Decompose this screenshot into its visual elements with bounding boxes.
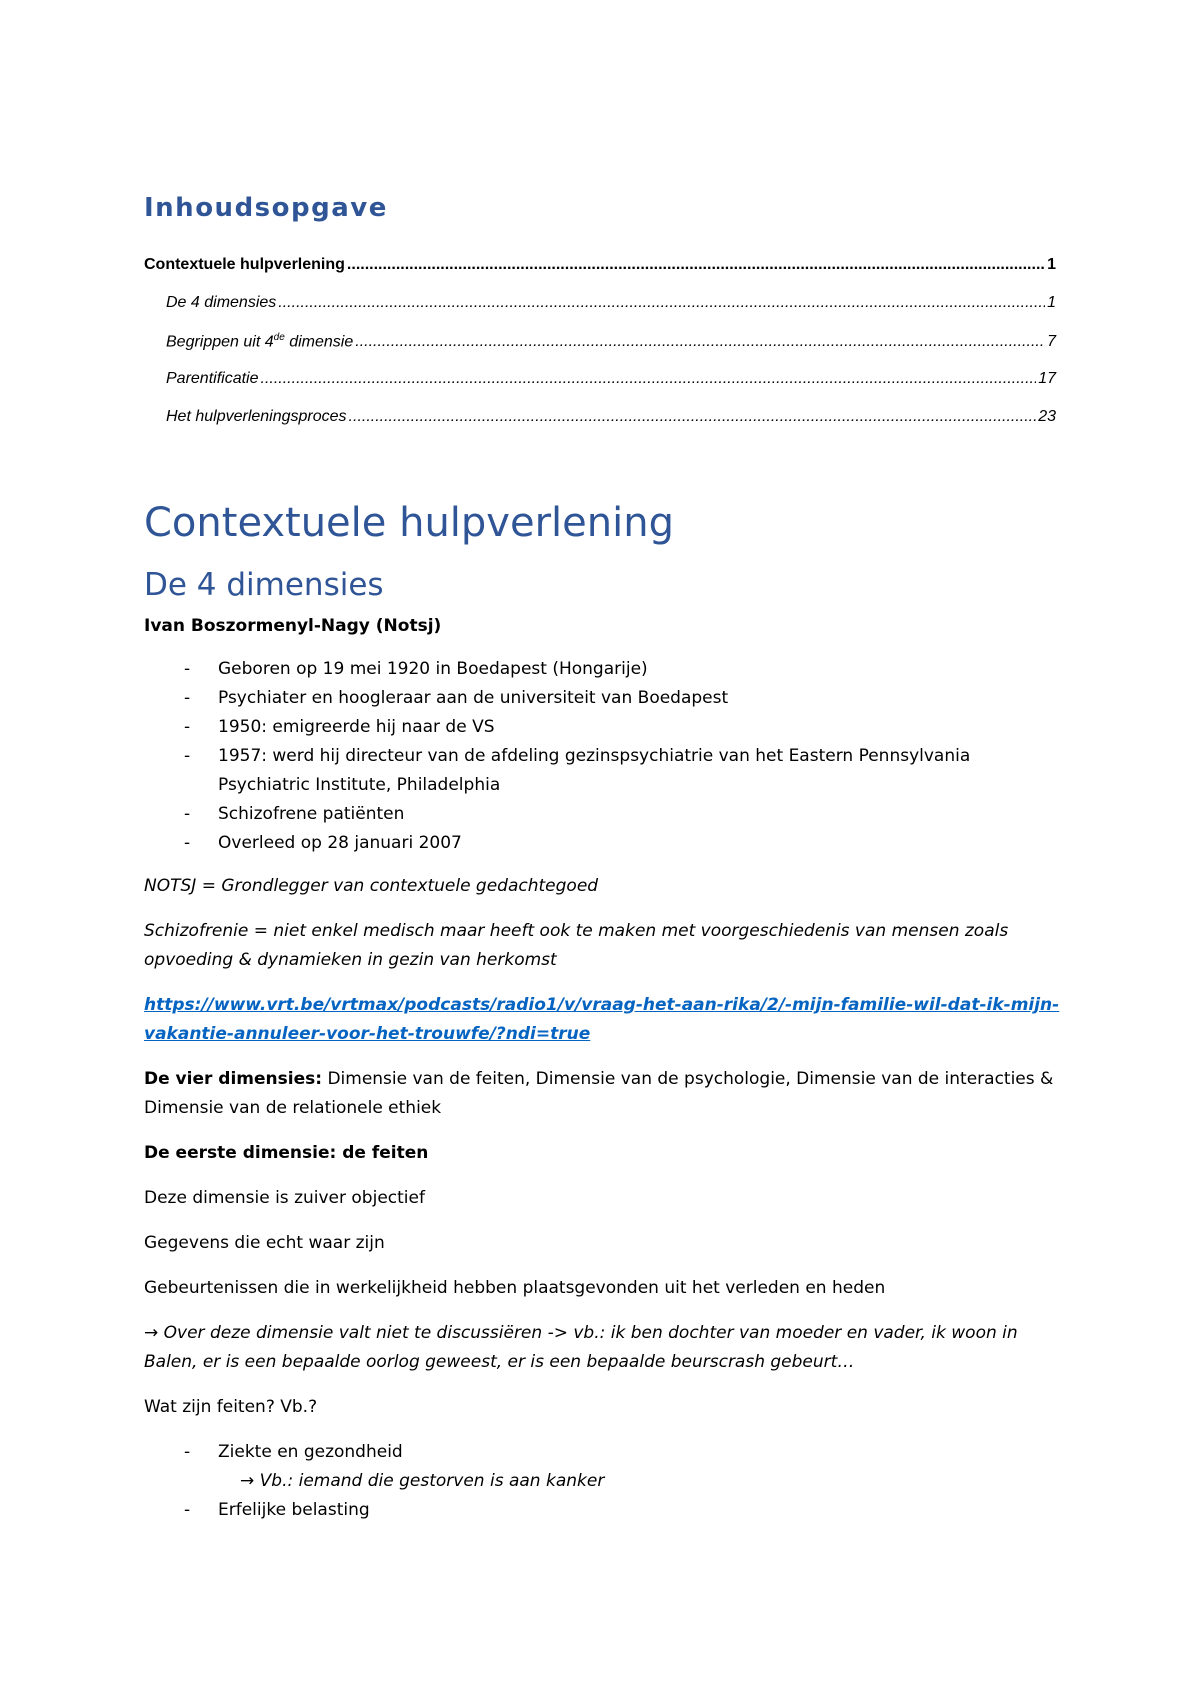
list-item-label: Ziekte en gezondheid <box>218 1442 403 1462</box>
question-paragraph: Wat zijn feiten? Vb.? <box>144 1397 318 1417</box>
toc-title: Inhoudsopgave <box>144 193 388 223</box>
list-item: - Erfelijke belasting <box>144 1496 1064 1525</box>
toc-leader <box>349 408 1037 426</box>
toc-label-sup: de <box>273 332 285 343</box>
podcast-link-paragraph <box>144 991 1064 1049</box>
toc-entry-label <box>166 332 353 351</box>
author-heading: Ivan Boszormenyl-Nagy (Notsj) <box>144 616 442 636</box>
paragraph: Gebeurtenissen die in werkelijkheid hebben plaatsgevonden uit het verleden en heden <box>144 1278 886 1298</box>
toc-entry-label: Het hulpverleningsproces <box>166 408 347 425</box>
document-body <box>144 612 1064 1539</box>
arrow-right-icon: → <box>240 1471 255 1491</box>
toc-entry-label: Parentificatie <box>166 370 259 387</box>
toc-entry[interactable] <box>144 408 1056 446</box>
bio-list <box>144 655 1064 858</box>
toc-entry-page: 1 <box>1047 256 1056 273</box>
first-dimension-heading: De eerste dimensie: de feiten <box>144 1143 429 1163</box>
list-item: - Overleed op 28 januari 2007 <box>144 829 1064 858</box>
toc-entry-page: 23 <box>1038 408 1056 425</box>
notsj-note: NOTSJ = Grondlegger van contextuele gedachtegoed <box>144 876 599 896</box>
list-item: - Geboren op 19 mei 1920 in Boedapest (Hongarije) <box>144 655 1064 684</box>
list-item: - Schizofrene patiënten <box>144 800 1064 829</box>
toc-leader <box>278 294 1045 312</box>
list-item <box>144 1438 1064 1496</box>
toc-entry[interactable] <box>144 370 1056 408</box>
toc-leader <box>355 333 1045 351</box>
list-item: - 1957: werd hij directeur van de afdeling gezinspsychiatrie van het Eastern Pennsylvania Psychiatric Institute, Philadelphia <box>144 742 1064 800</box>
list-item: - 1950: emigreerde hij naar de VS <box>144 713 1064 742</box>
facts-list <box>144 1438 1064 1525</box>
toc-label-part: dimensie <box>284 333 354 351</box>
toc-entry-page: 1 <box>1047 294 1056 311</box>
toc-entry-page: 17 <box>1038 370 1056 387</box>
toc-entry[interactable] <box>144 332 1056 370</box>
toc-leader <box>261 370 1037 388</box>
list-item: - Psychiater en hoogleraar aan de universiteit van Boedapest <box>144 684 1064 713</box>
toc-label-part: Begrippen uit 4 <box>166 333 274 351</box>
four-dimensions-label: De vier dimensies: <box>144 1069 323 1089</box>
paragraph: Deze dimensie is zuiver objectief <box>144 1188 425 1208</box>
toc-entry-label: Contextuele hulpverlening <box>144 256 345 273</box>
example-text: Vb.: iemand die gestorven is aan kanker <box>254 1471 605 1491</box>
discussion-text: Over deze dimensie valt niet te discussiëren -> vb.: ik ben dochter van moeder en vader, ik woon in Balen, er is een bepaalde oorlog geweest, er is een bepaalde beurscrash gebeurt… <box>144 1323 1018 1372</box>
paragraph: Gegevens die echt waar zijn <box>144 1233 385 1253</box>
toc-entry[interactable] <box>144 294 1056 332</box>
toc-entry[interactable] <box>144 256 1056 294</box>
list-item-example <box>218 1467 1064 1496</box>
four-dimensions-text: Dimensie van de feiten, Dimensie van de psychologie, Dimensie van de interacties & Dimensie van de relationele ethiek <box>144 1069 1054 1118</box>
arrow-right-icon: → <box>144 1323 159 1343</box>
toc-entry-label: De 4 dimensies <box>166 294 277 311</box>
heading-1: Contextuele hulpverlening <box>144 500 674 546</box>
table-of-contents <box>144 256 1056 446</box>
podcast-link[interactable]: https://www.vrt.be/vrtmax/podcasts/radio1/v/vraag-het-aan-rika/2/-mijn-familie-wil-dat-ik-mijn-vakantie-annuleer-voor-het-trouwfe/?ndi=true <box>144 995 1060 1044</box>
toc-entry-page: 7 <box>1047 333 1056 351</box>
toc-leader <box>347 256 1045 274</box>
heading-2: De 4 dimensies <box>144 567 384 603</box>
four-dimensions-paragraph <box>144 1065 1064 1123</box>
schizophrenia-note: Schizofrenie = niet enkel medisch maar heeft ook te maken met voorgeschiedenis van mensen zoals opvoeding & dynamieken in gezin van herkomst <box>144 921 1009 970</box>
discussion-note <box>144 1319 1064 1377</box>
